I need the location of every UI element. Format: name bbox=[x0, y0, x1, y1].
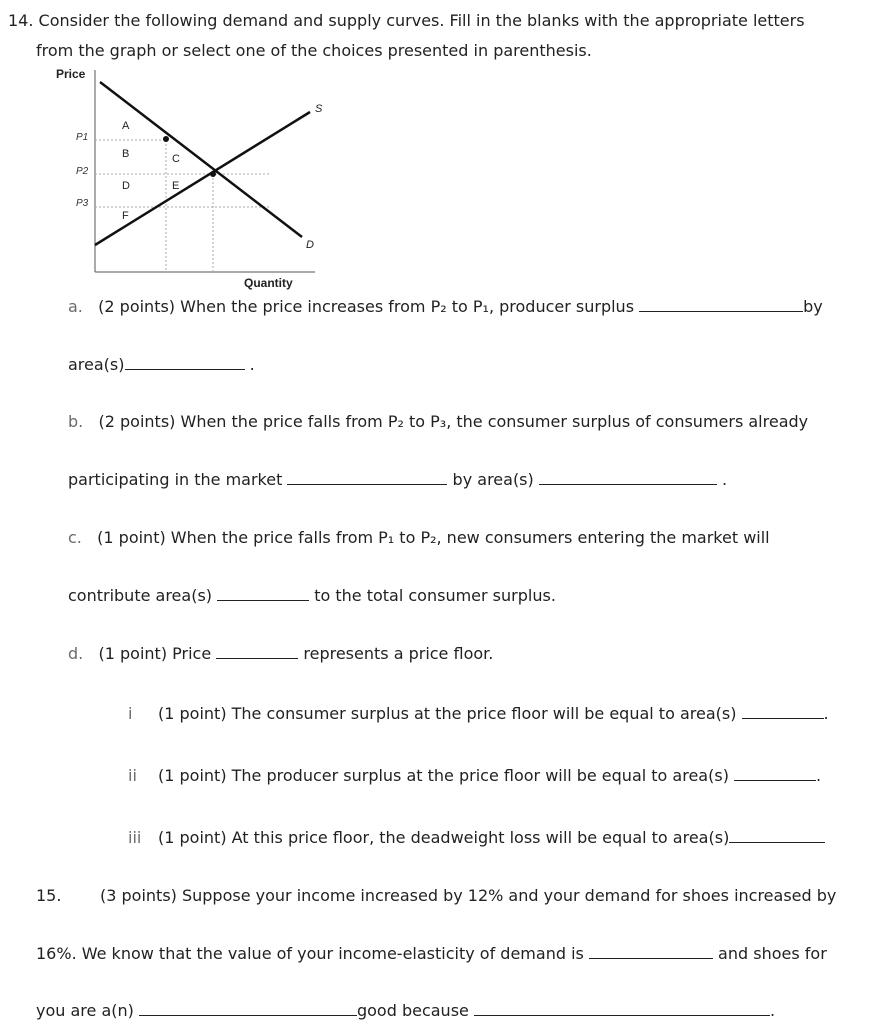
part-b-line2 bbox=[68, 470, 727, 490]
part-a-line2 bbox=[68, 355, 255, 375]
question-15-number: 15. bbox=[36, 886, 62, 905]
area-a-label: A bbox=[122, 120, 130, 132]
question-intro-line1: Consider the following demand and supply curves. Fill in the blanks with the appropriate letters bbox=[38, 11, 805, 30]
part-a-text1: (2 points) When the price increases from P₂ to P₁, producer surplus bbox=[98, 297, 635, 316]
sub-ii-end: . bbox=[816, 766, 822, 785]
part-a-blank-2[interactable] bbox=[125, 355, 245, 370]
part-c-line2 bbox=[68, 586, 556, 606]
part-c-line1 bbox=[68, 528, 770, 548]
demand-curve bbox=[100, 82, 302, 237]
part-a-end: . bbox=[249, 355, 255, 374]
part-c-blank[interactable] bbox=[217, 586, 309, 601]
part-d-letter: d. bbox=[68, 644, 84, 663]
sub-ii-text: (1 point) The producer surplus at the price floor will be equal to area(s) bbox=[158, 766, 729, 785]
part-a-letter: a. bbox=[68, 297, 83, 316]
p3-label: P3 bbox=[76, 198, 89, 209]
sub-i-number: i bbox=[128, 704, 133, 723]
area-e-label: E bbox=[172, 180, 180, 192]
elasticity-blank[interactable] bbox=[589, 944, 713, 959]
p2-label: P2 bbox=[76, 166, 89, 177]
q15-text3b: good because bbox=[356, 1001, 469, 1020]
part-d-sub-i bbox=[128, 704, 829, 724]
sub-iii-blank[interactable] bbox=[729, 828, 825, 843]
equilibrium-point bbox=[210, 171, 216, 177]
sub-iii-number: iii bbox=[128, 828, 142, 847]
question-intro-line2: from the graph or select one of the choices presented in parenthesis. bbox=[36, 41, 592, 60]
part-d-text2: represents a price floor. bbox=[303, 644, 494, 663]
demand-label: D bbox=[306, 239, 314, 251]
part-b-end: . bbox=[721, 470, 728, 489]
part-d-text1: (1 point) Price bbox=[98, 644, 212, 663]
part-b-text1: (2 points) When the price falls from P₂ to P₃, the consumer surplus of consumers already bbox=[98, 412, 809, 431]
part-c-text2: contribute area(s) bbox=[68, 586, 213, 605]
part-b-text2: participating in the market bbox=[68, 470, 283, 489]
part-d-sub-iii bbox=[128, 828, 825, 848]
supply-demand-graph bbox=[40, 62, 340, 292]
part-a-blank-1[interactable] bbox=[639, 297, 803, 312]
question-14-header bbox=[8, 11, 805, 31]
y-axis-label: Price bbox=[56, 67, 86, 81]
question-15-line2 bbox=[36, 944, 827, 964]
part-d-sub-ii bbox=[128, 766, 821, 786]
part-d-blank[interactable] bbox=[216, 644, 298, 659]
part-c-letter: c. bbox=[68, 528, 82, 547]
part-b-text3: by area(s) bbox=[452, 470, 534, 489]
sub-i-text: (1 point) The consumer surplus at the price floor will be equal to area(s) bbox=[158, 704, 737, 723]
area-d-label: D bbox=[122, 180, 130, 192]
p1-label: P1 bbox=[76, 132, 89, 143]
sub-i-end: . bbox=[823, 704, 829, 723]
part-b-letter: b. bbox=[68, 412, 84, 431]
sub-i-blank[interactable] bbox=[742, 704, 824, 719]
sub-iii-text: (1 point) At this price floor, the deadweight loss will be equal to area(s) bbox=[158, 828, 730, 847]
area-b-label: B bbox=[122, 148, 130, 160]
q15-end: . bbox=[769, 1001, 776, 1020]
question-15-line1: (3 points) Suppose your income increased by 12% and your demand for shoes increased by bbox=[100, 886, 837, 905]
part-b-blank-2[interactable] bbox=[539, 470, 717, 485]
part-b-line1 bbox=[68, 412, 808, 432]
sub-ii-blank[interactable] bbox=[734, 766, 816, 781]
price-ceiling-point bbox=[163, 136, 169, 142]
part-a-line1 bbox=[68, 297, 823, 317]
part-b-blank-1[interactable] bbox=[287, 470, 447, 485]
q15-text3a: you are a(n) bbox=[36, 1001, 134, 1020]
sub-ii-number: ii bbox=[128, 766, 137, 785]
q15-text2a: 16%. We know that the value of your income-elasticity of demand is bbox=[36, 944, 584, 963]
good-type-blank[interactable] bbox=[139, 1001, 357, 1016]
q15-text2b: and shoes for bbox=[718, 944, 827, 963]
part-a-text3: area(s) bbox=[68, 355, 125, 374]
because-blank[interactable] bbox=[474, 1001, 770, 1016]
part-c-text3: to the total consumer surplus. bbox=[314, 586, 556, 605]
area-f-label: F bbox=[122, 210, 129, 222]
supply-label: S bbox=[315, 103, 323, 115]
part-a-text2: by bbox=[803, 297, 823, 316]
part-d-line1 bbox=[68, 644, 493, 664]
part-c-text1: (1 point) When the price falls from P₁ to P₂, new consumers entering the market will bbox=[97, 528, 770, 547]
question-15-line3 bbox=[36, 1001, 775, 1021]
x-axis-label: Quantity bbox=[244, 276, 293, 290]
area-c-label: C bbox=[172, 153, 180, 165]
question-number: 14. bbox=[8, 11, 34, 30]
